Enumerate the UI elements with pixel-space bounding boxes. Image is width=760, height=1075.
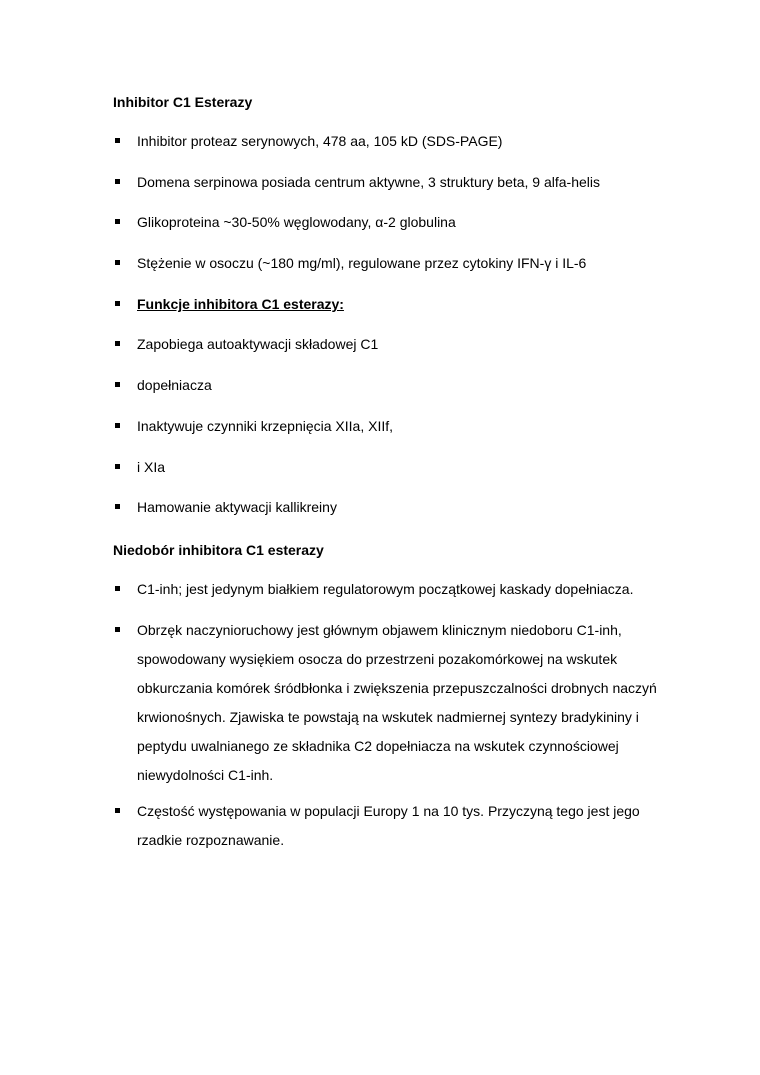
bullet-icon [115, 260, 120, 265]
bullet-icon [115, 219, 120, 224]
bullet-icon [115, 464, 120, 469]
list-item: Inhibitor proteaz serynowych, 478 aa, 105 kD (SDS-PAGE) [113, 127, 673, 156]
list-item: C1-inh; jest jedynym białkiem regulatorowym początkowej kaskady dopełniacza. [113, 575, 673, 604]
list-item: Stężenie w osoczu (~180 mg/ml), regulowane przez cytokiny IFN-γ i IL-6 [113, 249, 673, 278]
list-item: Zapobiega autoaktywacji składowej C1 [113, 330, 673, 359]
bullet-icon [115, 627, 120, 632]
section-heading-deficiency: Niedobór inhibitora C1 esterazy [113, 542, 324, 558]
bullet-icon [115, 341, 120, 346]
list-item: Inaktywuje czynniki krzepnięcia XIIa, XIIf, [113, 412, 673, 441]
bullet-icon [115, 586, 120, 591]
bullet-icon [115, 423, 120, 428]
list-item: Obrzęk naczynioruchowy jest głównym objawem klinicznym niedoboru C1-inh, spowodowany wysiękiem osocza do przestrzeni pozakomórkowej na wskutek obkurczania komórek śródbłonka i zwiększenia przepuszczalności drobnych naczyń krwionośnych. Zjawiska te powstają na wskutek nadmiernej syntezy bradykininy i peptydu uwalnianego ze składnika C2 dopełniacza na wskutek czynnościowej niewydolności C1-inh. [113, 616, 673, 790]
bullet-icon [115, 504, 120, 509]
section-heading-inhibitor: Inhibitor C1 Esterazy [113, 94, 253, 110]
bullet-icon [115, 301, 120, 306]
list-item: dopełniacza [113, 371, 673, 400]
list-item: i XIa [113, 453, 673, 482]
bullet-icon [115, 179, 120, 184]
list-item: Glikoproteina ~30-50% węglowodany, α-2 globulina [113, 208, 673, 237]
list-item: Częstość występowania w populacji Europy 1 na 10 tys. Przyczyną tego jest jego rzadkie rozpoznawanie. [113, 797, 673, 855]
list-item: Hamowanie aktywacji kallikreiny [113, 493, 673, 522]
list-item: Domena serpinowa posiada centrum aktywne, 3 struktury beta, 9 alfa-helis [113, 168, 673, 197]
bullet-icon [115, 138, 120, 143]
bullet-icon [115, 382, 120, 387]
list-item-functions-heading: Funkcje inhibitora C1 esterazy: [113, 290, 673, 319]
bullet-icon [115, 808, 120, 813]
